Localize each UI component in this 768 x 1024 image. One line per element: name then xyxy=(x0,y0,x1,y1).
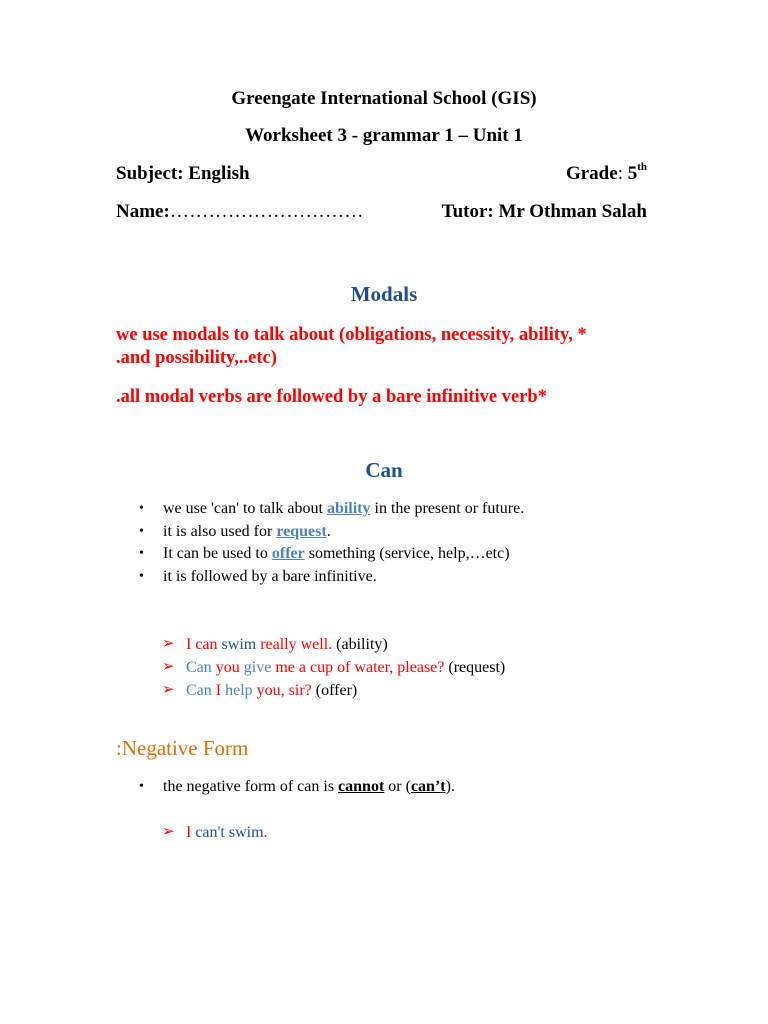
bullet-text: the negative form of can is xyxy=(163,778,339,795)
keyword-ability: ability xyxy=(326,500,371,517)
keyword-cant: can’t xyxy=(410,778,446,795)
negative-form-heading: :Negative Form xyxy=(116,736,249,760)
bullet-icon: • xyxy=(139,546,144,562)
grade-field xyxy=(565,160,647,185)
tutor-value: : Mr Othman Salah xyxy=(487,201,647,222)
list-item xyxy=(116,821,676,844)
example-subject: I xyxy=(186,824,192,841)
arrow-bullet-icon: ➢ xyxy=(162,659,175,675)
tutor-field xyxy=(442,201,647,223)
list-item xyxy=(116,566,676,589)
example-tag: (ability) xyxy=(332,636,388,653)
bullet-icon: • xyxy=(139,779,144,794)
can-example-list xyxy=(116,633,676,702)
negative-bullet-list xyxy=(116,776,676,799)
bullet-text: . xyxy=(326,522,331,540)
bullet-text: in the present or future. xyxy=(370,500,525,517)
example-rest: really well. xyxy=(256,636,333,653)
worksheet-title: Worksheet 3 - grammar 1 – Unit 1 xyxy=(245,125,523,146)
example-modal: Can xyxy=(186,659,212,676)
modals-note-1: we use modals to talk about (obligations, necessity, ability, * .and possibility,..etc) xyxy=(116,325,587,368)
modals-heading: Modals xyxy=(350,282,418,306)
arrow-bullet-icon: ➢ xyxy=(162,824,175,840)
can-heading: Can xyxy=(365,458,403,482)
keyword-request: request xyxy=(276,522,327,540)
tutor-label: Tutor xyxy=(441,201,488,222)
bullet-icon: • xyxy=(139,569,144,585)
example-verb: swim xyxy=(217,636,257,653)
arrow-bullet-icon: ➢ xyxy=(162,636,175,652)
bullet-text: we use 'can' to talk about xyxy=(163,500,327,517)
list-item xyxy=(116,656,676,679)
bullet-text: or ( xyxy=(384,778,411,795)
example-tag: (request) xyxy=(444,659,506,676)
negative-example-list xyxy=(116,821,676,844)
keyword-offer: offer xyxy=(271,545,305,563)
arrow-bullet-icon: ➢ xyxy=(162,682,175,698)
example-verb: help xyxy=(221,682,253,699)
keyword-cannot: cannot xyxy=(338,778,385,795)
list-item xyxy=(116,776,676,799)
example-rest: me a cup of water, please? xyxy=(271,659,445,676)
bullet-icon: • xyxy=(139,523,144,539)
example-modal: Can xyxy=(186,682,212,699)
grade-colon: : xyxy=(617,163,623,184)
grade-label: Grade xyxy=(565,163,618,184)
example-verb: give xyxy=(239,659,272,676)
name-tutor-row xyxy=(116,201,647,223)
grade-superscript: th xyxy=(637,160,647,173)
list-item xyxy=(116,521,676,544)
grade-value: 5 xyxy=(622,163,638,184)
bullet-icon: • xyxy=(139,501,144,516)
bullet-text: it is followed by a bare infinitive. xyxy=(163,568,377,586)
bullet-text: It can be used to xyxy=(163,545,272,563)
bullet-text: it is also used for xyxy=(163,522,277,540)
example-rest: you, sir? xyxy=(252,682,312,699)
example-verb: can't swim xyxy=(191,824,264,841)
list-item xyxy=(116,679,676,702)
list-item xyxy=(116,498,676,521)
school-title: Greengate International School (GIS) xyxy=(231,88,537,109)
name-blank[interactable]: ………………………… xyxy=(169,201,364,222)
example-subject: you xyxy=(211,659,240,676)
subject-grade-row xyxy=(116,160,647,185)
can-bullet-list xyxy=(116,498,676,589)
example-tag: (offer) xyxy=(311,682,358,699)
example-subject: I xyxy=(211,682,222,699)
example-subject: I can xyxy=(186,636,218,653)
name-label: Name: xyxy=(116,201,170,222)
bullet-text: something (service, help,…etc) xyxy=(304,545,510,563)
subject-label: Subject: English xyxy=(116,163,250,184)
modals-note-2: .all modal verbs are followed by a bare infinitive verb* xyxy=(116,387,547,407)
list-item xyxy=(116,543,676,566)
bullet-text: ). xyxy=(445,778,455,795)
example-rest: . xyxy=(263,824,268,841)
list-item xyxy=(116,633,676,656)
